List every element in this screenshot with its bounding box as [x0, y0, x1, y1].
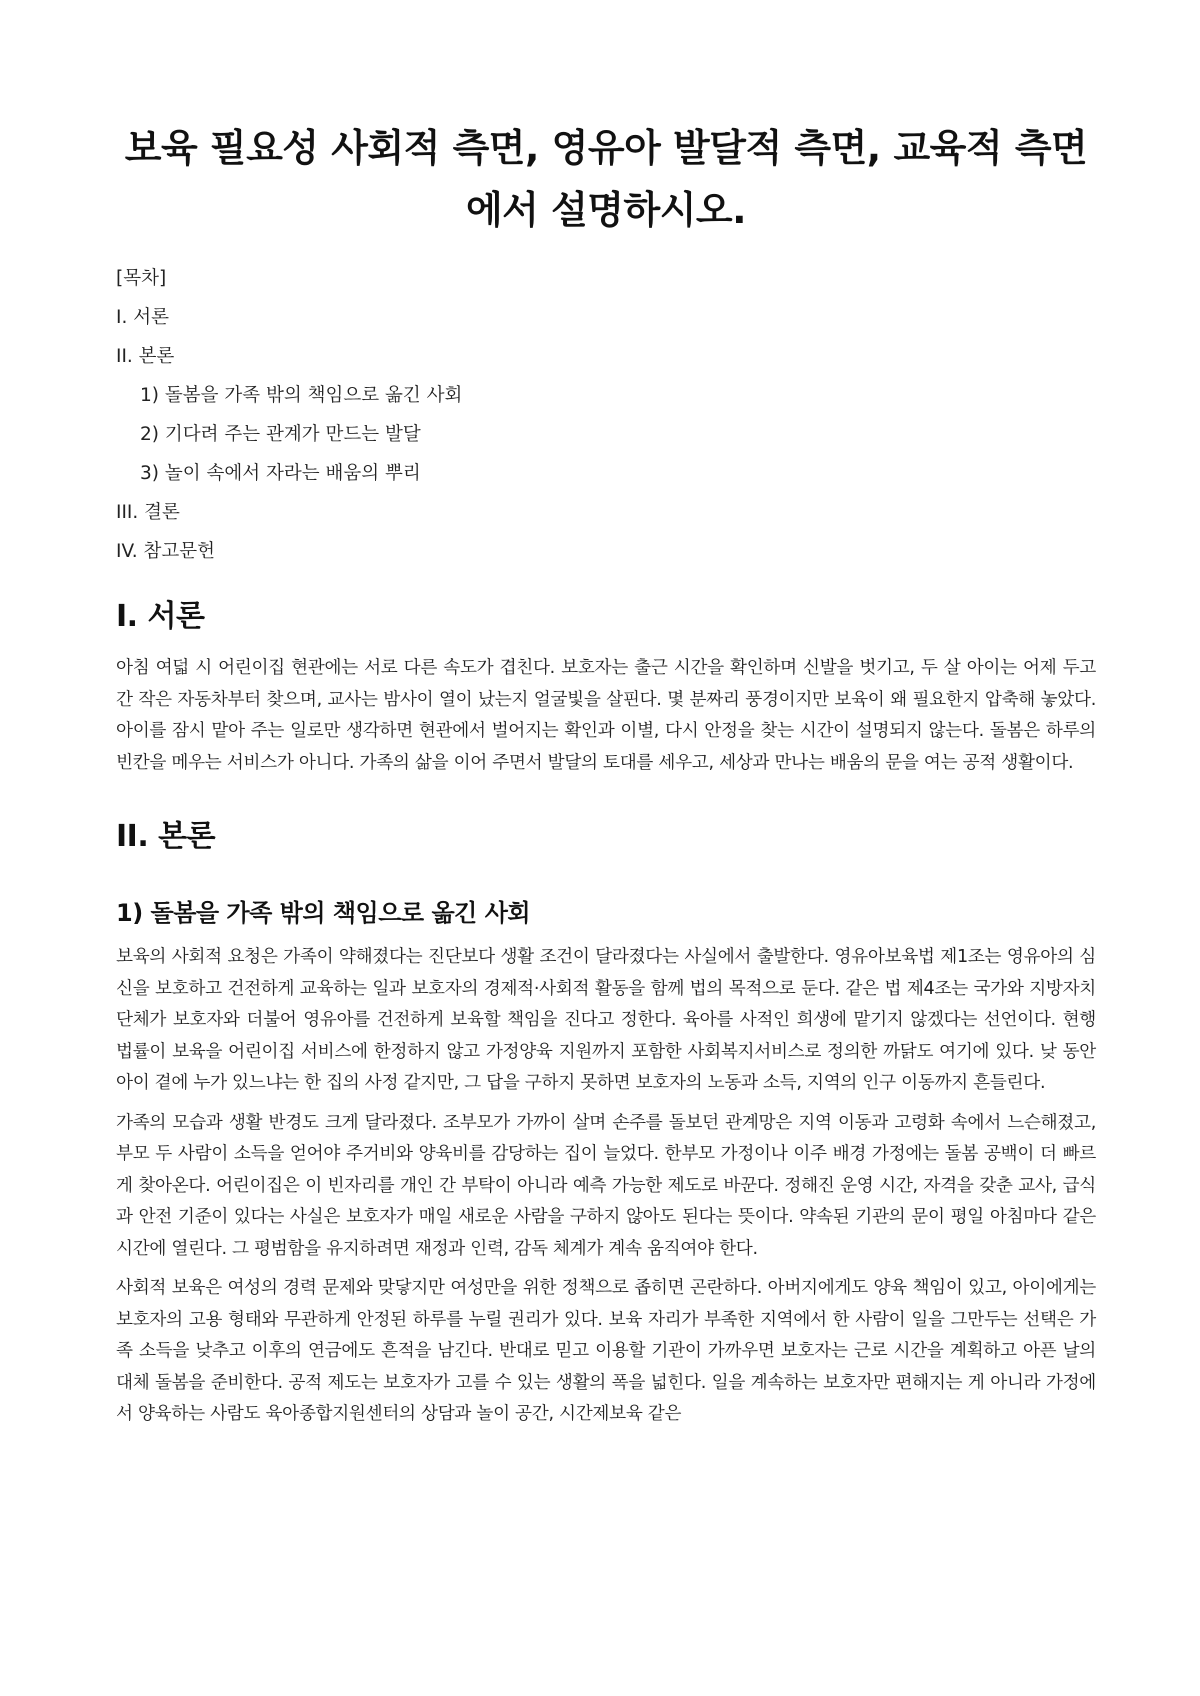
intro-heading: I. 서론 [116, 599, 205, 634]
toc-item-body: II. 본론 [116, 346, 175, 367]
document-page [116, 0, 1096, 1431]
body-section [116, 817, 1096, 1431]
toc-item-body-1: 1) 돌봄을 가족 밖의 책임으로 옮긴 사회 [140, 385, 463, 406]
toc-item-intro: I. 서론 [116, 307, 169, 328]
table-of-contents [116, 259, 1096, 571]
toc-item-body-2: 2) 기다려 주는 관계가 만드는 발달 [140, 424, 421, 445]
toc-item-references: IV. 참고문헌 [116, 541, 215, 562]
intro-paragraph: 아침 여덟 시 어린이집 현관에는 서로 다른 속도가 겹친다. 보호자는 출근 시간을 확인하며 신발을 벗기고, 두 살 아이는 어제 두고 간 작은 자동차부터 찾으며, 교사는 밤사이 열이 났는지 얼굴빛을 살핀다. 몇 분짜리 풍경이지만 보육이 왜 필요한지 압축해 놓았다. 아이를 잠시 맡아 주는 일로만 생각하면 현관에서 벌어지는 확인과 이별, 다시 안정을 찾는 시간이 설명되지 않는다. 돌봄은 하루의 빈칸을 메우는 서비스가 아니다. 가족의 삶을 이어 주면서 발달의 토대를 세우고, 세상과 만나는 배움의 문을 여는 공적 생활이다. [116, 658, 1096, 773]
subsection-1-paragraph-3: 사회적 보육은 여성의 경력 문제와 맞닿지만 여성만을 위한 정책으로 좁히면 곤란하다. 아버지에게도 양육 책임이 있고, 아이에게는 보호자의 고용 형태와 무관하게 안정된 하루를 누릴 권리가 있다. 보육 자리가 부족한 지역에서 한 사람이 일을 그만두는 선택은 가족 소득을 낮추고 이후의 연금에도 흔적을 남긴다. 반대로 믿고 이용할 기관이 가까우면 보호자는 근로 시간을 계획하고 아픈 날의 대체 돌봄을 준비한다. 공적 제도는 보호자가 고를 수 있는 생활의 폭을 넓힌다. 일을 계속하는 보호자만 편해지는 게 아니라 가정에서 양육하는 사람도 육아종합지원센터의 상담과 놀이 공간, 시간제보육 같은 [116, 1278, 1096, 1424]
toc-item-conclusion: III. 결론 [116, 502, 180, 523]
body-heading: II. 본론 [116, 819, 216, 854]
intro-section [116, 597, 1096, 779]
toc-item-body-3: 3) 놀이 속에서 자라는 배움의 뿌리 [140, 463, 421, 484]
subsection-1-paragraph-2: 가족의 모습과 생활 반경도 크게 달라졌다. 조부모가 가까이 살며 손주를 돌보던 관계망은 지역 이동과 고령화 속에서 느슨해졌고, 부모 두 사람이 소득을 얻어야 주거비와 양육비를 감당하는 집이 늘었다. 한부모 가정이나 이주 배경 가정에는 돌봄 공백이 더 빠르게 찾아온다. 어린이집은 이 빈자리를 개인 간 부탁이 아니라 예측 가능한 제도로 바꾼다. 정해진 운영 시간, 자격을 갖춘 교사, 급식과 안전 기준이 있다는 사실은 보호자가 매일 새로운 사람을 구하지 않아도 된다는 뜻이다. 약속된 기관의 문이 평일 아침마다 같은 시간에 열린다. 그 평범함을 유지하려면 재정과 인력, 감독 체계가 계속 움직여야 한다. [116, 1112, 1096, 1259]
toc-label: [목차] [116, 268, 167, 289]
document-title: 보육 필요성 사회적 측면, 영유아 발달적 측면, 교육적 측면에서 설명하시오. [124, 126, 1088, 232]
subsection-1-paragraph-1: 보육의 사회적 요청은 가족이 약해졌다는 진단보다 생활 조건이 달라졌다는 사실에서 출발한다. 영유아보육법 제1조는 영유아의 심신을 보호하고 건전하게 교육하는 일과 보호자의 경제적·사회적 활동을 함께 법의 목적으로 둔다. 같은 법 제4조는 국가와 지방자치단체가 보호자와 더불어 영유아를 건전하게 보육할 책임을 진다고 정한다. 육아를 사적인 희생에 맡기지 않겠다는 선언이다. 현행 법률이 보육을 어린이집 서비스에 한정하지 않고 가정양육 지원까지 포함한 사회복지서비스로 정의한 까닭도 여기에 있다. 낮 동안 아이 곁에 누가 있느냐는 한 집의 사정 같지만, 그 답을 구하지 못하면 보호자의 노동과 소득, 지역의 인구 이동까지 흔들린다. [116, 947, 1096, 1093]
subsection-1-heading: 1) 돌봄을 가족 밖의 책임으로 옮긴 사회 [116, 899, 531, 927]
body-subsection-1 [116, 897, 1096, 1431]
